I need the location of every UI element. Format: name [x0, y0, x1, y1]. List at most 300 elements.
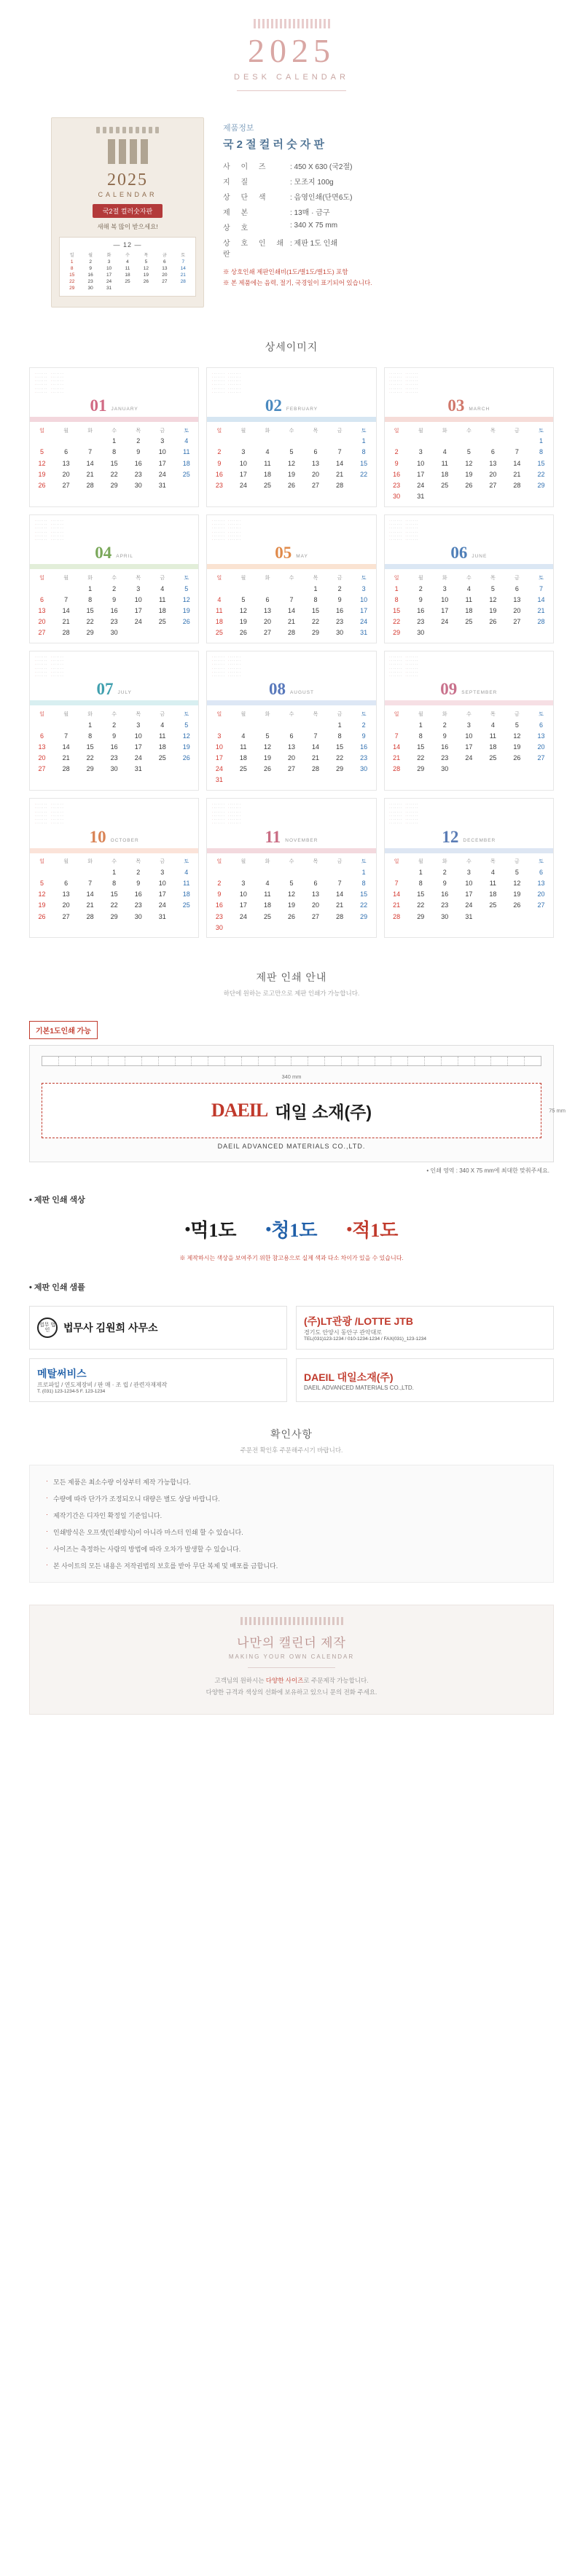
- month-day-cell[interactable]: [174, 627, 198, 638]
- month-day-cell[interactable]: [279, 583, 303, 594]
- month-day-cell[interactable]: 8: [313, 595, 318, 603]
- month-day-cell[interactable]: 1: [337, 721, 342, 729]
- month-day-cell[interactable]: 19: [513, 890, 521, 899]
- month-day-cell[interactable]: 24: [239, 482, 247, 490]
- month-day-cell[interactable]: 20: [263, 618, 271, 626]
- month-day-cell[interactable]: 17: [239, 470, 247, 478]
- month-day-cell[interactable]: 23: [360, 754, 368, 762]
- month-day-cell[interactable]: 13: [312, 459, 320, 467]
- month-day-cell[interactable]: 13: [38, 606, 46, 614]
- month-day-cell[interactable]: 26: [489, 618, 497, 626]
- month-day-cell[interactable]: 20: [62, 470, 70, 478]
- month-day-cell[interactable]: 14: [86, 459, 94, 467]
- month-day-cell[interactable]: 24: [360, 618, 368, 626]
- month-day-cell[interactable]: [529, 764, 553, 775]
- month-day-cell[interactable]: 22: [537, 470, 545, 478]
- month-day-cell[interactable]: 21: [86, 470, 94, 478]
- month-day-cell[interactable]: 5: [40, 879, 44, 887]
- month-day-cell[interactable]: 9: [418, 595, 423, 603]
- month-day-cell[interactable]: 23: [336, 618, 344, 626]
- month-day-cell[interactable]: 19: [263, 754, 271, 762]
- month-day-cell[interactable]: 11: [441, 459, 448, 467]
- month-day-cell[interactable]: [231, 922, 255, 933]
- month-day-cell[interactable]: 27: [312, 912, 320, 920]
- month-day-cell[interactable]: 31: [158, 482, 166, 490]
- month-day-cell[interactable]: 26: [287, 482, 295, 490]
- month-day-cell[interactable]: 24: [134, 618, 142, 626]
- month-day-cell[interactable]: 6: [289, 732, 294, 740]
- month-day-cell[interactable]: 7: [337, 448, 342, 456]
- month-day-cell[interactable]: 15: [360, 890, 368, 899]
- month-day-cell[interactable]: 9: [442, 732, 447, 740]
- month-day-cell[interactable]: [54, 436, 78, 447]
- month-day-cell[interactable]: [352, 775, 376, 786]
- month-day-cell[interactable]: [255, 866, 279, 877]
- month-day-cell[interactable]: 15: [360, 459, 368, 467]
- month-day-cell[interactable]: [304, 922, 328, 933]
- month-day-cell[interactable]: 3: [442, 584, 447, 592]
- month-day-cell[interactable]: 15: [86, 606, 94, 614]
- month-day-cell[interactable]: 30: [393, 493, 401, 501]
- month-day-cell[interactable]: 10: [465, 732, 473, 740]
- month-day-cell[interactable]: 28: [513, 482, 521, 490]
- month-day-cell[interactable]: [231, 866, 255, 877]
- month-day-cell[interactable]: 7: [88, 448, 93, 456]
- month-day-cell[interactable]: [409, 436, 433, 447]
- month-day-cell[interactable]: 25: [489, 754, 497, 762]
- month-day-cell[interactable]: 26: [38, 482, 46, 490]
- month-day-cell[interactable]: 17: [134, 743, 142, 751]
- month-day-cell[interactable]: [54, 866, 78, 877]
- month-day-cell[interactable]: 29: [86, 629, 94, 637]
- month-day-cell[interactable]: 30: [441, 912, 449, 920]
- month-day-cell[interactable]: 12: [489, 595, 497, 603]
- month-day-cell[interactable]: 27: [489, 482, 497, 490]
- month-day-cell[interactable]: 28: [336, 912, 344, 920]
- month-day-cell[interactable]: 26: [182, 754, 190, 762]
- month-day-cell[interactable]: 30: [215, 923, 223, 931]
- month-day-cell[interactable]: 22: [110, 470, 118, 478]
- month-day-cell[interactable]: 26: [465, 482, 473, 490]
- month-day-cell[interactable]: 22: [110, 901, 118, 909]
- month-day-cell[interactable]: 30: [441, 765, 449, 773]
- month-day-cell[interactable]: 14: [513, 459, 521, 467]
- month-day-cell[interactable]: 25: [182, 470, 190, 478]
- month-day-cell[interactable]: [481, 764, 505, 775]
- month-day-cell[interactable]: 11: [264, 459, 271, 467]
- month-day-cell[interactable]: 9: [394, 459, 399, 467]
- month-day-cell[interactable]: 1: [88, 721, 93, 729]
- month-day-cell[interactable]: 3: [160, 437, 165, 445]
- month-day-cell[interactable]: 1: [418, 721, 423, 729]
- month-day-cell[interactable]: 10: [239, 890, 247, 899]
- month-day-cell[interactable]: 24: [239, 912, 247, 920]
- month-day-cell[interactable]: 20: [537, 743, 545, 751]
- month-day-cell[interactable]: 14: [393, 890, 401, 899]
- month-day-cell[interactable]: 9: [136, 879, 141, 887]
- month-day-cell[interactable]: 18: [465, 606, 473, 614]
- month-day-cell[interactable]: 4: [265, 879, 270, 887]
- month-day-cell[interactable]: 6: [40, 595, 44, 603]
- month-day-cell[interactable]: [255, 436, 279, 447]
- month-day-cell[interactable]: 4: [184, 437, 189, 445]
- month-day-cell[interactable]: 21: [336, 901, 344, 909]
- month-day-cell[interactable]: 14: [336, 459, 344, 467]
- month-day-cell[interactable]: 21: [513, 470, 521, 478]
- month-day-cell[interactable]: 29: [537, 482, 545, 490]
- month-day-cell[interactable]: 24: [158, 470, 166, 478]
- month-day-cell[interactable]: 11: [240, 743, 247, 751]
- month-day-cell[interactable]: 9: [217, 890, 222, 899]
- month-day-cell[interactable]: 27: [38, 629, 46, 637]
- month-day-cell[interactable]: 5: [514, 721, 519, 729]
- month-day-cell[interactable]: 27: [537, 901, 545, 909]
- month-day-cell[interactable]: 12: [287, 890, 295, 899]
- month-day-cell[interactable]: [255, 775, 279, 786]
- month-day-cell[interactable]: 26: [513, 754, 521, 762]
- month-day-cell[interactable]: [255, 719, 279, 730]
- month-day-cell[interactable]: 24: [417, 482, 425, 490]
- month-day-cell[interactable]: 20: [62, 901, 70, 909]
- month-day-cell[interactable]: 24: [465, 901, 473, 909]
- month-day-cell[interactable]: 7: [88, 879, 93, 887]
- month-day-cell[interactable]: 24: [441, 618, 449, 626]
- month-day-cell[interactable]: 21: [393, 754, 401, 762]
- month-day-cell[interactable]: 2: [136, 868, 141, 876]
- month-day-cell[interactable]: 13: [489, 459, 497, 467]
- month-day-cell[interactable]: 13: [287, 743, 295, 751]
- month-day-cell[interactable]: 26: [287, 912, 295, 920]
- month-day-cell[interactable]: 24: [465, 754, 473, 762]
- month-day-cell[interactable]: 7: [313, 732, 318, 740]
- month-day-cell[interactable]: 31: [417, 493, 425, 501]
- month-day-cell[interactable]: 16: [215, 470, 223, 478]
- month-day-cell[interactable]: 16: [134, 890, 142, 899]
- month-day-cell[interactable]: 24: [158, 901, 166, 909]
- month-day-cell[interactable]: [328, 922, 352, 933]
- month-day-cell[interactable]: 16: [134, 459, 142, 467]
- month-day-cell[interactable]: 20: [537, 890, 545, 899]
- month-day-cell[interactable]: 27: [62, 482, 70, 490]
- month-day-cell[interactable]: [505, 627, 529, 638]
- month-day-cell[interactable]: [126, 627, 150, 638]
- month-day-cell[interactable]: 11: [159, 732, 166, 740]
- month-day-cell[interactable]: 28: [393, 912, 401, 920]
- month-day-cell[interactable]: 13: [263, 606, 271, 614]
- month-day-cell[interactable]: 28: [86, 482, 94, 490]
- month-day-cell[interactable]: 2: [337, 584, 342, 592]
- month-day-cell[interactable]: 18: [263, 470, 271, 478]
- month-day-cell[interactable]: 7: [337, 879, 342, 887]
- month-day-cell[interactable]: 17: [417, 470, 425, 478]
- month-day-cell[interactable]: 29: [336, 765, 344, 773]
- month-day-cell[interactable]: 4: [241, 732, 246, 740]
- month-day-cell[interactable]: [174, 911, 198, 922]
- month-day-cell[interactable]: 28: [287, 629, 295, 637]
- month-day-cell[interactable]: 9: [442, 879, 447, 887]
- month-day-cell[interactable]: 30: [360, 765, 368, 773]
- month-day-cell[interactable]: 20: [38, 618, 46, 626]
- month-day-cell[interactable]: 21: [287, 618, 295, 626]
- month-day-cell[interactable]: 12: [38, 890, 46, 899]
- month-day-cell[interactable]: 1: [112, 868, 117, 876]
- month-day-cell[interactable]: 21: [393, 901, 401, 909]
- month-day-cell[interactable]: 1: [112, 437, 117, 445]
- month-day-cell[interactable]: 14: [287, 606, 295, 614]
- month-day-cell[interactable]: 17: [441, 606, 449, 614]
- month-day-cell[interactable]: 4: [490, 868, 495, 876]
- month-day-cell[interactable]: 1: [539, 437, 543, 445]
- month-day-cell[interactable]: 30: [417, 629, 425, 637]
- month-day-cell[interactable]: [30, 436, 54, 447]
- month-day-cell[interactable]: 7: [394, 879, 399, 887]
- month-day-cell[interactable]: 6: [539, 721, 543, 729]
- month-day-cell[interactable]: 10: [134, 732, 142, 740]
- month-day-cell[interactable]: 24: [134, 754, 142, 762]
- month-day-cell[interactable]: [279, 866, 303, 877]
- month-day-cell[interactable]: [433, 491, 457, 502]
- month-day-cell[interactable]: [150, 764, 174, 775]
- month-day-cell[interactable]: [279, 775, 303, 786]
- month-day-cell[interactable]: 8: [112, 448, 117, 456]
- month-day-cell[interactable]: 2: [442, 721, 447, 729]
- month-day-cell[interactable]: [457, 764, 481, 775]
- month-day-cell[interactable]: 3: [466, 868, 471, 876]
- month-day-cell[interactable]: 15: [537, 459, 545, 467]
- month-day-cell[interactable]: 29: [110, 912, 118, 920]
- month-day-cell[interactable]: 24: [215, 765, 223, 773]
- month-day-cell[interactable]: 18: [489, 743, 497, 751]
- month-day-cell[interactable]: 1: [361, 437, 366, 445]
- month-day-cell[interactable]: 10: [158, 879, 166, 887]
- month-day-cell[interactable]: 4: [490, 721, 495, 729]
- month-day-cell[interactable]: 3: [136, 584, 141, 592]
- month-day-cell[interactable]: 27: [513, 618, 521, 626]
- month-day-cell[interactable]: 12: [182, 732, 190, 740]
- month-day-cell[interactable]: [150, 627, 174, 638]
- month-day-cell[interactable]: 21: [336, 470, 344, 478]
- month-day-cell[interactable]: 19: [287, 901, 295, 909]
- month-day-cell[interactable]: [385, 866, 409, 877]
- month-day-cell[interactable]: [457, 436, 481, 447]
- month-day-cell[interactable]: [207, 866, 231, 877]
- month-day-cell[interactable]: 29: [86, 765, 94, 773]
- month-day-cell[interactable]: 10: [134, 595, 142, 603]
- month-day-cell[interactable]: 9: [136, 448, 141, 456]
- month-day-cell[interactable]: 15: [393, 606, 401, 614]
- month-day-cell[interactable]: [255, 922, 279, 933]
- month-day-cell[interactable]: 11: [183, 879, 190, 887]
- month-day-cell[interactable]: [207, 583, 231, 594]
- month-day-cell[interactable]: [174, 764, 198, 775]
- month-day-cell[interactable]: [352, 922, 376, 933]
- month-day-cell[interactable]: 30: [110, 629, 118, 637]
- month-day-cell[interactable]: [54, 583, 78, 594]
- month-day-cell[interactable]: 23: [215, 912, 223, 920]
- month-day-cell[interactable]: 28: [393, 765, 401, 773]
- month-day-cell[interactable]: 20: [513, 606, 521, 614]
- month-day-cell[interactable]: 3: [217, 732, 222, 740]
- month-day-cell[interactable]: 4: [160, 721, 165, 729]
- month-day-cell[interactable]: 27: [312, 482, 320, 490]
- month-day-cell[interactable]: 11: [489, 732, 497, 740]
- month-day-cell[interactable]: 15: [110, 890, 118, 899]
- month-day-cell[interactable]: 22: [86, 754, 94, 762]
- month-day-cell[interactable]: 12: [513, 732, 521, 740]
- month-day-cell[interactable]: [328, 775, 352, 786]
- month-day-cell[interactable]: 21: [537, 606, 545, 614]
- month-day-cell[interactable]: 5: [241, 595, 246, 603]
- month-day-cell[interactable]: [279, 436, 303, 447]
- month-day-cell[interactable]: 3: [160, 868, 165, 876]
- month-day-cell[interactable]: 27: [62, 912, 70, 920]
- month-day-cell[interactable]: [174, 479, 198, 490]
- month-day-cell[interactable]: [328, 866, 352, 877]
- month-day-cell[interactable]: [481, 436, 505, 447]
- month-day-cell[interactable]: 15: [417, 890, 425, 899]
- month-day-cell[interactable]: 27: [263, 629, 271, 637]
- month-day-cell[interactable]: 15: [110, 459, 118, 467]
- month-day-cell[interactable]: [231, 719, 255, 730]
- month-day-cell[interactable]: 23: [441, 754, 449, 762]
- month-day-cell[interactable]: 16: [417, 606, 425, 614]
- month-day-cell[interactable]: 10: [158, 448, 166, 456]
- month-day-cell[interactable]: 31: [215, 776, 223, 784]
- month-day-cell[interactable]: 28: [336, 482, 344, 490]
- month-day-cell[interactable]: 25: [465, 618, 473, 626]
- month-day-cell[interactable]: 5: [184, 721, 189, 729]
- month-day-cell[interactable]: 26: [239, 629, 247, 637]
- month-day-cell[interactable]: 31: [360, 629, 368, 637]
- month-day-cell[interactable]: 17: [465, 743, 473, 751]
- month-day-cell[interactable]: 5: [514, 868, 519, 876]
- month-day-cell[interactable]: 26: [182, 618, 190, 626]
- month-day-cell[interactable]: [505, 491, 529, 502]
- month-day-cell[interactable]: 19: [513, 743, 521, 751]
- month-day-cell[interactable]: 12: [465, 459, 473, 467]
- month-day-cell[interactable]: [328, 436, 352, 447]
- month-day-cell[interactable]: 19: [182, 743, 190, 751]
- month-day-cell[interactable]: 15: [86, 743, 94, 751]
- month-day-cell[interactable]: 30: [336, 629, 344, 637]
- month-day-cell[interactable]: 17: [158, 459, 166, 467]
- month-day-cell[interactable]: [481, 627, 505, 638]
- month-day-cell[interactable]: 8: [418, 732, 423, 740]
- month-day-cell[interactable]: 14: [62, 606, 70, 614]
- month-day-cell[interactable]: 6: [313, 448, 318, 456]
- month-day-cell[interactable]: 5: [466, 448, 471, 456]
- month-day-cell[interactable]: 8: [112, 879, 117, 887]
- month-day-cell[interactable]: 28: [537, 618, 545, 626]
- month-day-cell[interactable]: [231, 583, 255, 594]
- month-day-cell[interactable]: 2: [112, 584, 117, 592]
- month-day-cell[interactable]: 8: [88, 732, 93, 740]
- month-day-cell[interactable]: 23: [441, 901, 449, 909]
- month-day-cell[interactable]: 29: [312, 629, 320, 637]
- month-day-cell[interactable]: 15: [336, 743, 344, 751]
- month-day-cell[interactable]: 6: [539, 868, 543, 876]
- month-day-cell[interactable]: 22: [86, 618, 94, 626]
- month-day-cell[interactable]: 20: [287, 754, 295, 762]
- month-day-cell[interactable]: 4: [466, 584, 471, 592]
- month-day-cell[interactable]: 12: [263, 743, 271, 751]
- month-day-cell[interactable]: 2: [217, 879, 222, 887]
- month-day-cell[interactable]: [433, 627, 457, 638]
- month-day-cell[interactable]: 20: [312, 470, 320, 478]
- month-day-cell[interactable]: 26: [513, 901, 521, 909]
- month-day-cell[interactable]: 25: [158, 754, 166, 762]
- month-day-cell[interactable]: 28: [62, 629, 70, 637]
- month-day-cell[interactable]: 25: [239, 765, 247, 773]
- month-day-cell[interactable]: 28: [62, 765, 70, 773]
- month-day-cell[interactable]: 29: [360, 912, 368, 920]
- month-day-cell[interactable]: 23: [110, 618, 118, 626]
- month-day-cell[interactable]: 6: [265, 595, 270, 603]
- month-day-cell[interactable]: 26: [263, 765, 271, 773]
- month-day-cell[interactable]: 22: [417, 754, 425, 762]
- month-day-cell[interactable]: 8: [361, 879, 366, 887]
- month-day-cell[interactable]: 18: [182, 459, 190, 467]
- month-day-cell[interactable]: 17: [360, 606, 368, 614]
- month-day-cell[interactable]: 13: [537, 879, 545, 887]
- month-day-cell[interactable]: 13: [312, 890, 320, 899]
- month-day-cell[interactable]: 27: [537, 754, 545, 762]
- month-day-cell[interactable]: 2: [394, 448, 399, 456]
- month-day-cell[interactable]: 16: [441, 890, 449, 899]
- month-day-cell[interactable]: 4: [442, 448, 447, 456]
- month-day-cell[interactable]: [385, 436, 409, 447]
- month-day-cell[interactable]: 5: [289, 879, 294, 887]
- month-day-cell[interactable]: 5: [289, 448, 294, 456]
- month-day-cell[interactable]: 17: [465, 890, 473, 899]
- month-day-cell[interactable]: 25: [263, 482, 271, 490]
- month-day-cell[interactable]: 5: [184, 584, 189, 592]
- month-day-cell[interactable]: 30: [134, 482, 142, 490]
- month-day-cell[interactable]: [231, 775, 255, 786]
- month-day-cell[interactable]: 22: [360, 901, 368, 909]
- month-day-cell[interactable]: 10: [239, 459, 247, 467]
- month-day-cell[interactable]: 30: [134, 912, 142, 920]
- month-day-cell[interactable]: 16: [336, 606, 344, 614]
- month-day-cell[interactable]: 2: [442, 868, 447, 876]
- month-day-cell[interactable]: 13: [38, 743, 46, 751]
- month-day-cell[interactable]: 18: [489, 890, 497, 899]
- month-day-cell[interactable]: 8: [394, 595, 399, 603]
- month-day-cell[interactable]: [304, 719, 328, 730]
- month-day-cell[interactable]: [457, 491, 481, 502]
- month-day-cell[interactable]: 1: [313, 584, 318, 592]
- month-day-cell[interactable]: 18: [182, 890, 190, 899]
- month-day-cell[interactable]: 25: [489, 901, 497, 909]
- month-day-cell[interactable]: [481, 491, 505, 502]
- month-day-cell[interactable]: 22: [312, 618, 320, 626]
- month-day-cell[interactable]: 19: [465, 470, 473, 478]
- month-day-cell[interactable]: 19: [38, 901, 46, 909]
- month-day-cell[interactable]: 4: [184, 868, 189, 876]
- month-day-cell[interactable]: 7: [64, 595, 69, 603]
- month-day-cell[interactable]: 26: [38, 912, 46, 920]
- month-day-cell[interactable]: 2: [136, 437, 141, 445]
- month-day-cell[interactable]: 23: [134, 901, 142, 909]
- month-day-cell[interactable]: 30: [110, 765, 118, 773]
- month-day-cell[interactable]: [304, 436, 328, 447]
- month-day-cell[interactable]: 9: [361, 732, 366, 740]
- month-day-cell[interactable]: 6: [514, 584, 519, 592]
- month-day-cell[interactable]: 12: [182, 595, 190, 603]
- month-day-cell[interactable]: 18: [215, 618, 223, 626]
- month-day-cell[interactable]: [529, 491, 553, 502]
- month-day-cell[interactable]: 29: [110, 482, 118, 490]
